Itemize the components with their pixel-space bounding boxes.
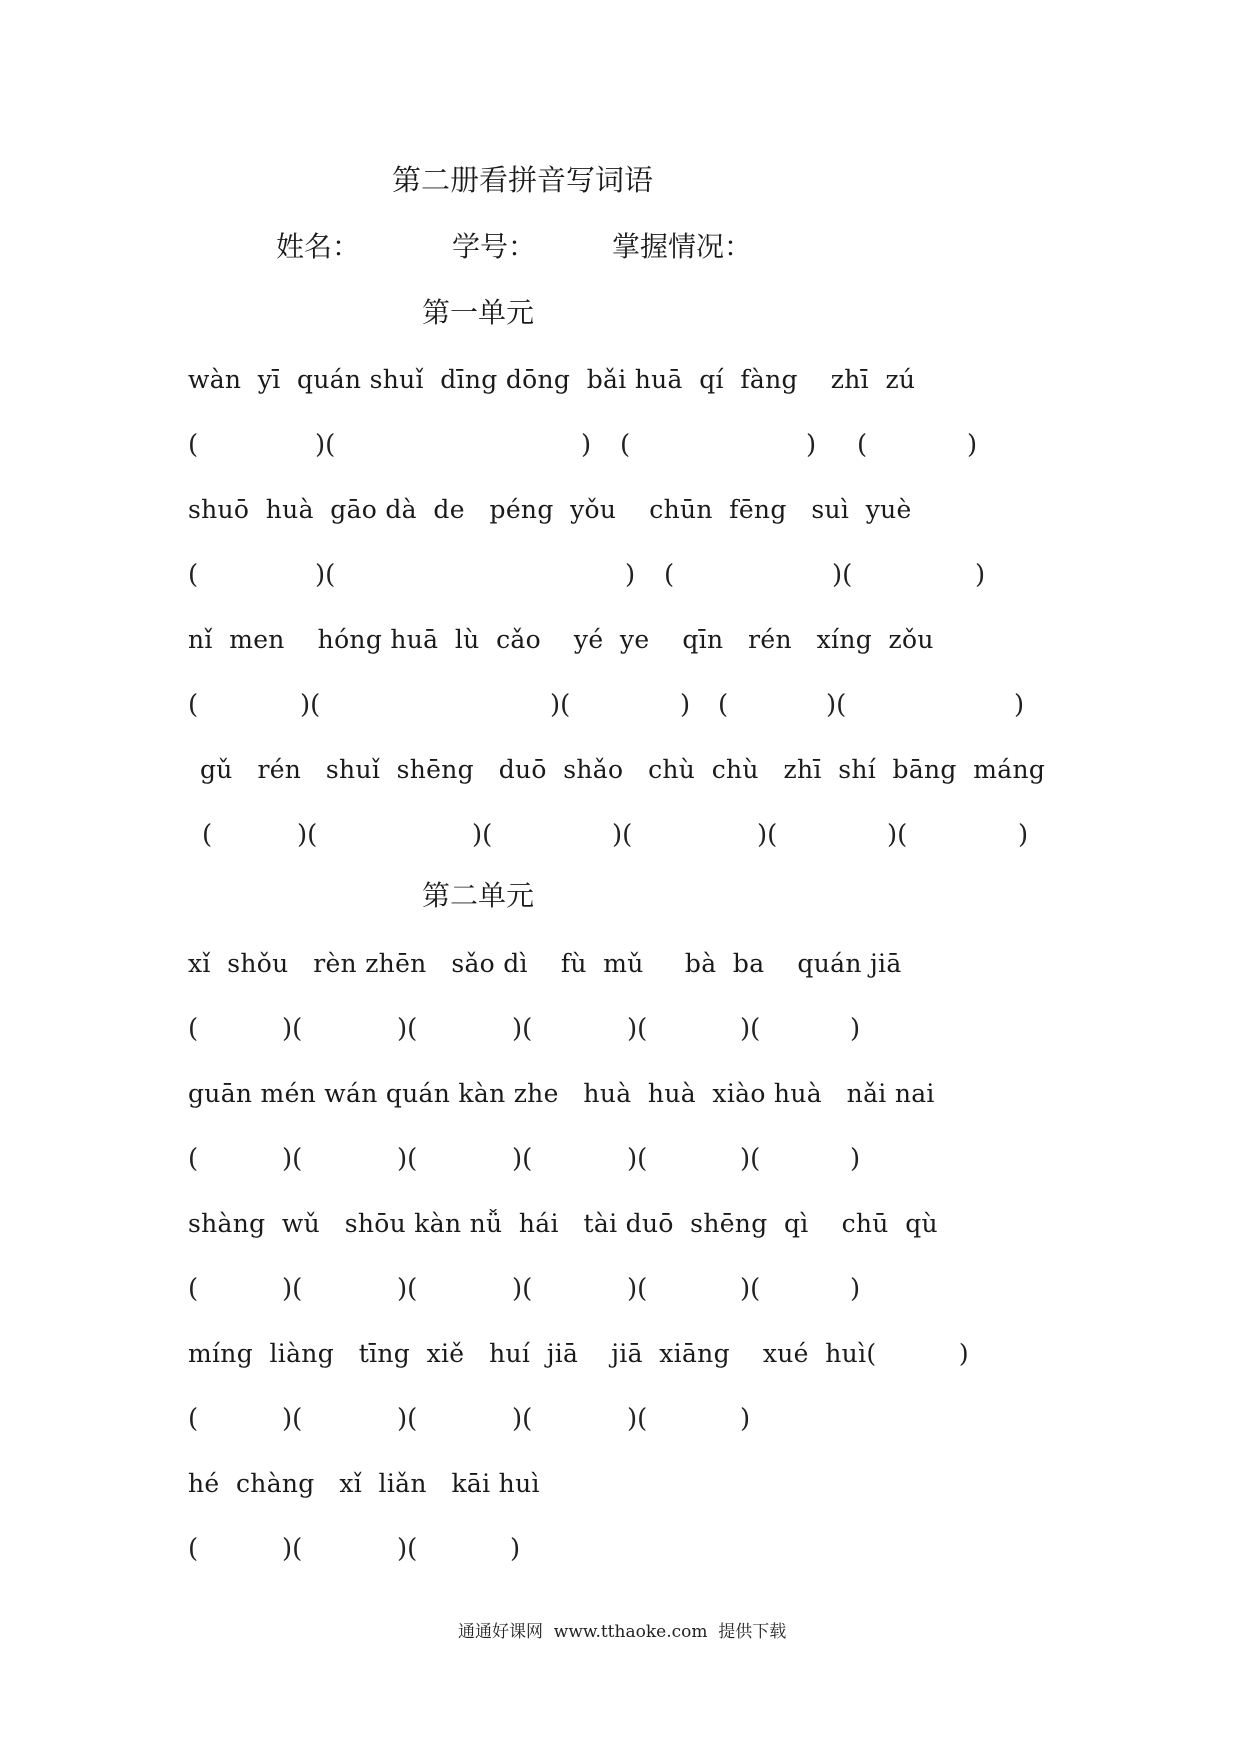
answer-blank[interactable]: )( [740, 1144, 761, 1174]
answer-blank[interactable]: )( [512, 1144, 533, 1174]
answer-blank[interactable]: )( [887, 820, 908, 850]
answer-blank[interactable]: ( [188, 1144, 199, 1174]
answer-blank[interactable]: )( [512, 1014, 533, 1044]
answer-blank[interactable]: )( [300, 690, 321, 720]
pinyin-row: wàn yī quán shuǐ dīng dōng bǎi huā qí fàng zhī zú [188, 365, 916, 394]
answer-blank[interactable]: )( [397, 1144, 418, 1174]
answer-blank[interactable]: )( [512, 1404, 533, 1434]
answer-blank[interactable]: ) [850, 1144, 861, 1174]
name-label: 姓名： [276, 230, 361, 263]
answer-blank[interactable]: ) [740, 1404, 751, 1434]
answer-blank[interactable]: ( [188, 690, 199, 720]
answer-blank[interactable]: )( [757, 820, 778, 850]
answer-blank[interactable]: )( [627, 1274, 648, 1304]
answer-blank[interactable]: )( [612, 820, 633, 850]
answer-blank[interactable]: )( [315, 430, 336, 460]
answer-blank[interactable]: )( [315, 560, 336, 590]
student-number-label: 学号： [452, 230, 537, 263]
answer-blank[interactable]: )( [282, 1144, 303, 1174]
mastery-label: 掌握情况： [612, 230, 753, 263]
answer-blank[interactable]: )( [627, 1144, 648, 1174]
answer-blank[interactable]: )( [472, 820, 493, 850]
answer-blank[interactable]: )( [832, 560, 853, 590]
answer-blank[interactable]: ) [510, 1534, 521, 1564]
pinyin-row: nǐ men hóng huā lù cǎo yé ye qīn rén xíng zǒu [188, 625, 934, 654]
answer-blank[interactable]: )( [740, 1014, 761, 1044]
answer-blank[interactable]: )( [282, 1274, 303, 1304]
answer-blank[interactable]: ) [1018, 820, 1029, 850]
answer-blank[interactable]: ) [806, 430, 817, 460]
answer-blank[interactable]: )( [397, 1274, 418, 1304]
answer-blank[interactable]: )( [397, 1534, 418, 1564]
pinyin-row: xǐ shǒu rèn zhēn sǎo dì fù mǔ bà ba quán jiā [188, 949, 902, 978]
unit-2-heading: 第二单元 [422, 879, 535, 912]
page-title: 第二册看拼音写词语 [392, 163, 654, 197]
answer-blank[interactable]: )( [397, 1404, 418, 1434]
answer-blank[interactable]: ) [850, 1274, 861, 1304]
answer-blank[interactable]: )( [512, 1274, 533, 1304]
answer-blank[interactable]: ) [975, 560, 986, 590]
answer-blank[interactable]: )( [297, 820, 318, 850]
answer-blank[interactable]: ) [680, 690, 691, 720]
answer-blank[interactable]: ) [581, 430, 592, 460]
answer-blank[interactable]: ) [625, 560, 636, 590]
pinyin-row: guān mén wán quán kàn zhe huà huà xiào huà nǎi nai [188, 1079, 935, 1108]
answer-blank[interactable]: )( [282, 1534, 303, 1564]
answer-blank[interactable]: )( [826, 690, 847, 720]
answer-blank[interactable]: )( [282, 1014, 303, 1044]
answer-blank[interactable]: ) [1014, 690, 1025, 720]
answer-blank[interactable]: ( [202, 820, 213, 850]
answer-blank[interactable]: ( [718, 690, 729, 720]
answer-blank[interactable]: ( [188, 1014, 199, 1044]
footer-credit: 通通好课网 www.tthaoke.com 提供下载 [458, 1622, 787, 1642]
answer-blank[interactable]: ( [857, 430, 868, 460]
answer-blank[interactable]: ) [850, 1014, 861, 1044]
answer-blank[interactable]: )( [397, 1014, 418, 1044]
unit-1-heading: 第一单元 [422, 296, 535, 329]
answer-blank[interactable]: )( [627, 1404, 648, 1434]
answer-blank[interactable]: )( [627, 1014, 648, 1044]
answer-blank[interactable]: ( [664, 560, 675, 590]
answer-blank[interactable]: )( [282, 1404, 303, 1434]
pinyin-row: hé chàng xǐ liǎn kāi huì [188, 1469, 540, 1498]
answer-blank[interactable]: ( [188, 1404, 199, 1434]
answer-blank[interactable]: ( [188, 430, 199, 460]
answer-blank[interactable]: ( [620, 430, 631, 460]
answer-blank[interactable]: )( [740, 1274, 761, 1304]
pinyin-row: shàng wǔ shōu kàn nǚ hái tài duō shēng qì chū qù [188, 1209, 938, 1238]
pinyin-row: míng liàng tīng xiě huí jiā jiā xiāng xué huì( ) [188, 1339, 969, 1368]
pinyin-row: gǔ rén shuǐ shēng duō shǎo chù chù zhī shí bāng máng [200, 755, 1046, 784]
answer-blank[interactable]: ( [188, 1274, 199, 1304]
pinyin-row: shuō huà gāo dà de péng yǒu chūn fēng suì yuè [188, 495, 912, 524]
answer-blank[interactable]: ) [967, 430, 978, 460]
answer-blank[interactable]: ( [188, 560, 199, 590]
answer-blank[interactable]: ( [188, 1534, 199, 1564]
answer-blank[interactable]: )( [550, 690, 571, 720]
